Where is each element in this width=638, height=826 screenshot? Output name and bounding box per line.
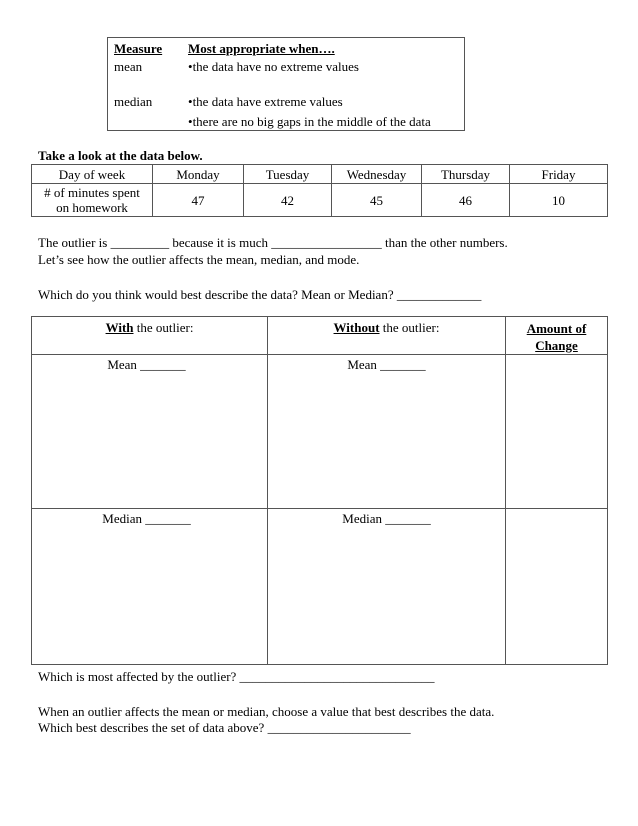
day-cell: Wednesday: [332, 165, 422, 184]
table-row: [32, 165, 608, 184]
minutes-cell: 45: [332, 184, 422, 217]
median-change-cell[interactable]: [506, 509, 608, 665]
table-row: [32, 509, 608, 665]
section-title: Take a look at the data below.: [38, 148, 203, 163]
mean-with-label: Mean _______: [107, 357, 186, 372]
most-appropriate-header: Most appropriate when….: [188, 41, 335, 56]
median-without-label: Median _______: [342, 511, 431, 526]
day-of-week-header: Day of week: [32, 165, 153, 184]
outlier-prompt: The outlier is _________ because it is much _________________ than the other numbers.: [38, 235, 508, 250]
median-with-label: Median _______: [102, 511, 191, 526]
table-row: [32, 355, 608, 509]
without-outlier-header: Without the outlier:: [268, 317, 506, 355]
affects-prompt: Let’s see how the outlier affects the mean, median, and mode.: [38, 252, 360, 267]
median-with-cell[interactable]: [32, 509, 268, 665]
day-cell: Friday: [510, 165, 608, 184]
day-cell: Tuesday: [244, 165, 332, 184]
which-prompt: Which do you think would best describe the data? Mean or Median? _____________: [38, 287, 482, 302]
mean-condition: •the data have no extreme values: [188, 59, 359, 74]
measure-median: median: [114, 94, 153, 109]
minutes-cell: 10: [510, 184, 608, 217]
median-condition-1: •the data have extreme values: [188, 94, 343, 109]
mean-without-label: Mean _______: [347, 357, 426, 372]
minutes-cell: 46: [422, 184, 510, 217]
measure-mean: mean: [114, 59, 143, 74]
minutes-header: # of minutes spent on homework: [32, 184, 153, 217]
with-outlier-header: With the outlier:: [32, 317, 268, 355]
mean-with-cell[interactable]: [32, 355, 268, 509]
most-affected-question: Which is most affected by the outlier? ______________________________: [38, 669, 435, 684]
measure-header: Measure: [114, 41, 163, 56]
median-condition-2: •there are no big gaps in the middle of the data: [188, 114, 431, 129]
measure-box: [107, 37, 465, 131]
mean-change-cell[interactable]: [506, 355, 608, 509]
mean-without-cell[interactable]: [268, 355, 506, 509]
table-row: [32, 184, 608, 217]
table-row: [32, 317, 608, 355]
when-outlier-text: When an outlier affects the mean or median, choose a value that best describes the data.: [38, 704, 495, 719]
day-cell: Monday: [153, 165, 244, 184]
median-without-cell[interactable]: [268, 509, 506, 665]
minutes-cell: 47: [153, 184, 244, 217]
minutes-cell: 42: [244, 184, 332, 217]
work-table: [31, 316, 608, 665]
amount-of-change-header: Amount of Change: [506, 317, 608, 355]
best-describes-question: Which best describes the set of data above? ______________________: [38, 720, 411, 735]
day-cell: Thursday: [422, 165, 510, 184]
data-table: [31, 164, 608, 217]
